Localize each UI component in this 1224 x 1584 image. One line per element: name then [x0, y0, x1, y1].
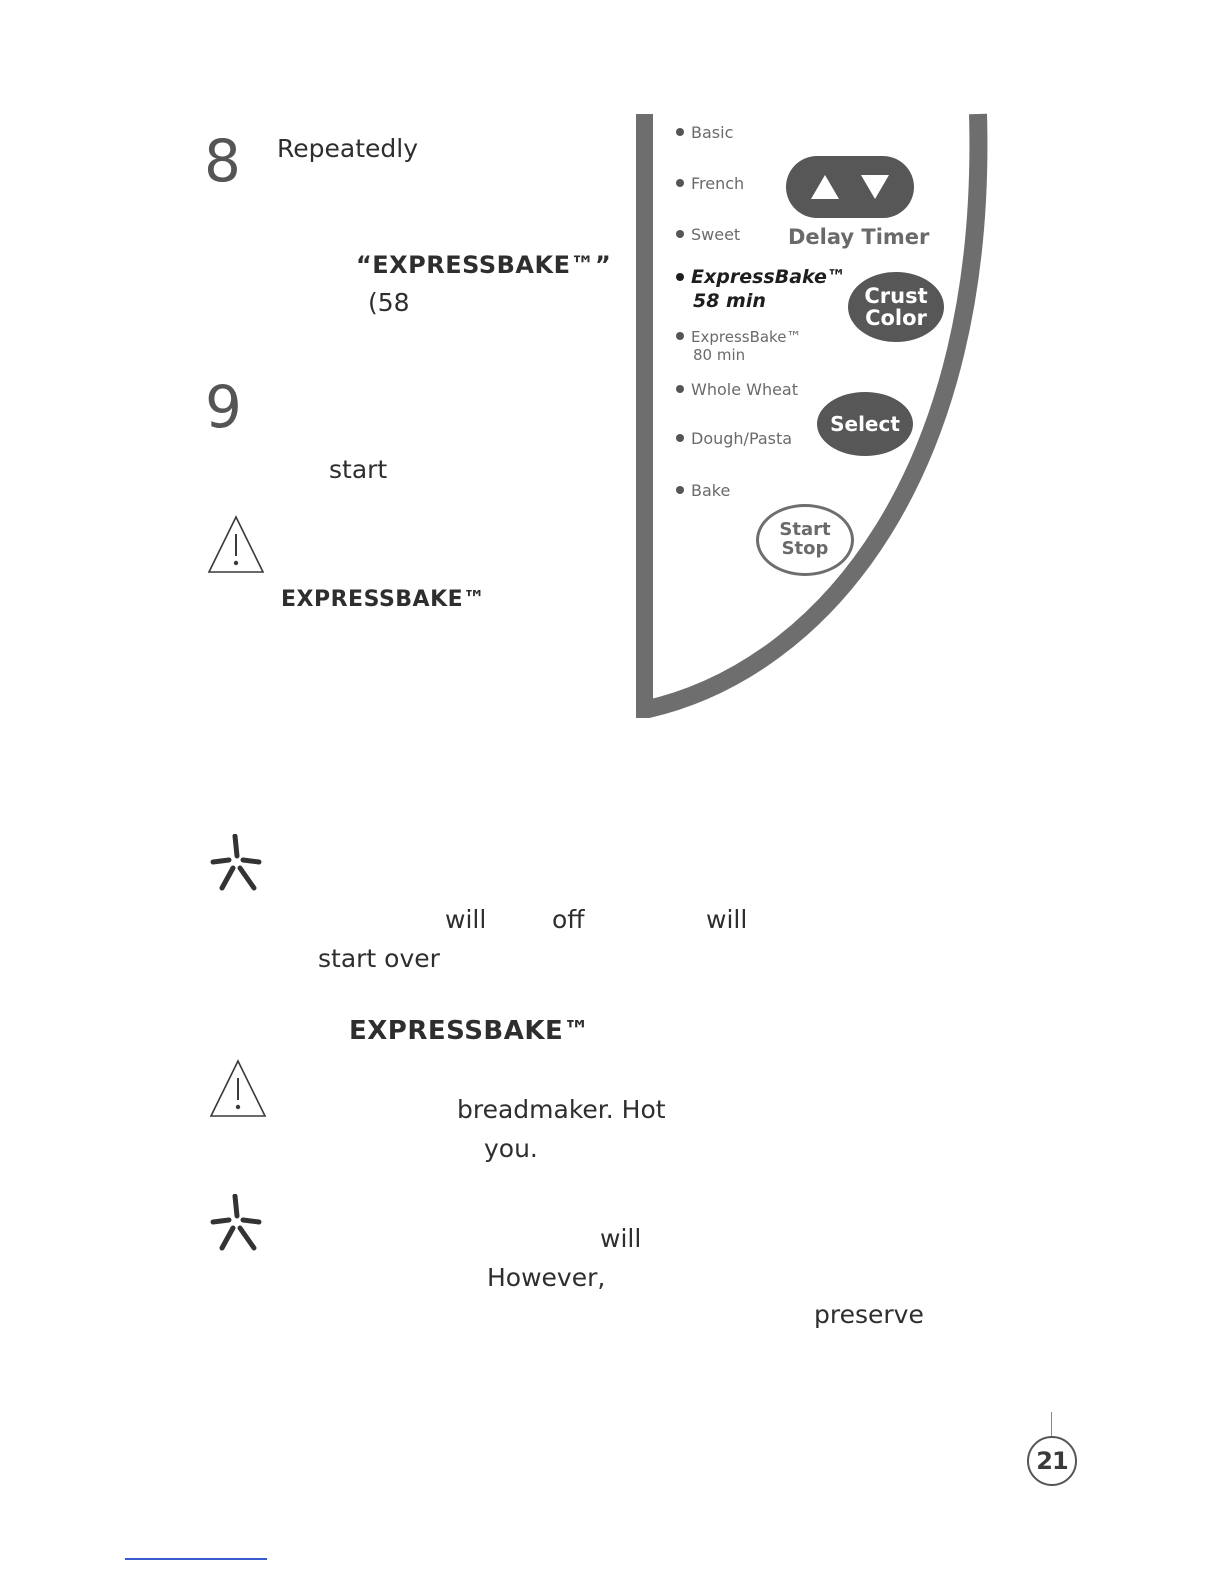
delay-timer-label: Delay Timer	[788, 225, 930, 249]
program-french: French	[676, 176, 744, 192]
program-expressbake-80: ExpressBake™	[676, 330, 801, 345]
note-1-will-1: will	[445, 905, 487, 934]
program-sweet: Sweet	[676, 227, 740, 243]
crust-color-button	[848, 272, 944, 342]
caution-2-line-1: breadmaker. Hot	[457, 1095, 666, 1124]
asterisk-note-icon-2	[210, 1194, 262, 1252]
program-expressbake-58-selected: ExpressBake™	[676, 268, 846, 287]
crust-color-line2: Color	[865, 306, 927, 330]
footer-link-rule	[125, 1558, 267, 1560]
program-bake: Bake	[676, 483, 730, 499]
program-dough-pasta: Dough/Pasta	[676, 431, 792, 447]
page-number: 21	[1027, 1436, 1077, 1486]
program-expressbake-58-time: 58 min	[693, 290, 766, 312]
step-9-text: start	[329, 455, 388, 484]
control-panel-illustration	[636, 110, 988, 718]
caution-2-line-2: you.	[484, 1134, 538, 1163]
arrow-down-icon	[861, 175, 889, 199]
delay-timer-arrows-button	[786, 156, 914, 218]
note-2-however: However,	[487, 1263, 606, 1292]
note-1-will-2: will	[706, 905, 748, 934]
note-1-product-name: EXPRESSBAKE™	[349, 1016, 590, 1046]
step-9-product-name: EXPRESSBAKE™	[281, 587, 486, 612]
warning-triangle-icon-2	[208, 1058, 268, 1118]
select-button: Select	[817, 392, 913, 456]
note-2-preserve: preserve	[814, 1300, 924, 1329]
step-8-product-name: “EXPRESSBAKE™”	[356, 251, 612, 279]
note-1-off: off	[552, 905, 585, 934]
crust-color-line1: Crust	[864, 283, 928, 308]
page-number-tick	[1051, 1412, 1052, 1436]
asterisk-note-icon	[210, 834, 262, 892]
step-8-number: 8	[204, 127, 239, 195]
step-9-number: 9	[205, 373, 240, 441]
program-whole-wheat: Whole Wheat	[676, 382, 798, 398]
program-basic: Basic	[676, 125, 733, 141]
step-8-text: Repeatedly	[277, 134, 418, 163]
warning-triangle-icon	[206, 514, 266, 574]
program-expressbake-80-time: 80 min	[693, 346, 746, 364]
arrow-up-icon	[811, 175, 839, 199]
note-2-will: will	[600, 1224, 642, 1253]
start-stop-button: Start Stop	[756, 504, 854, 576]
note-1-start-over: start over	[318, 944, 440, 973]
step-8-duration: (58	[368, 288, 410, 317]
